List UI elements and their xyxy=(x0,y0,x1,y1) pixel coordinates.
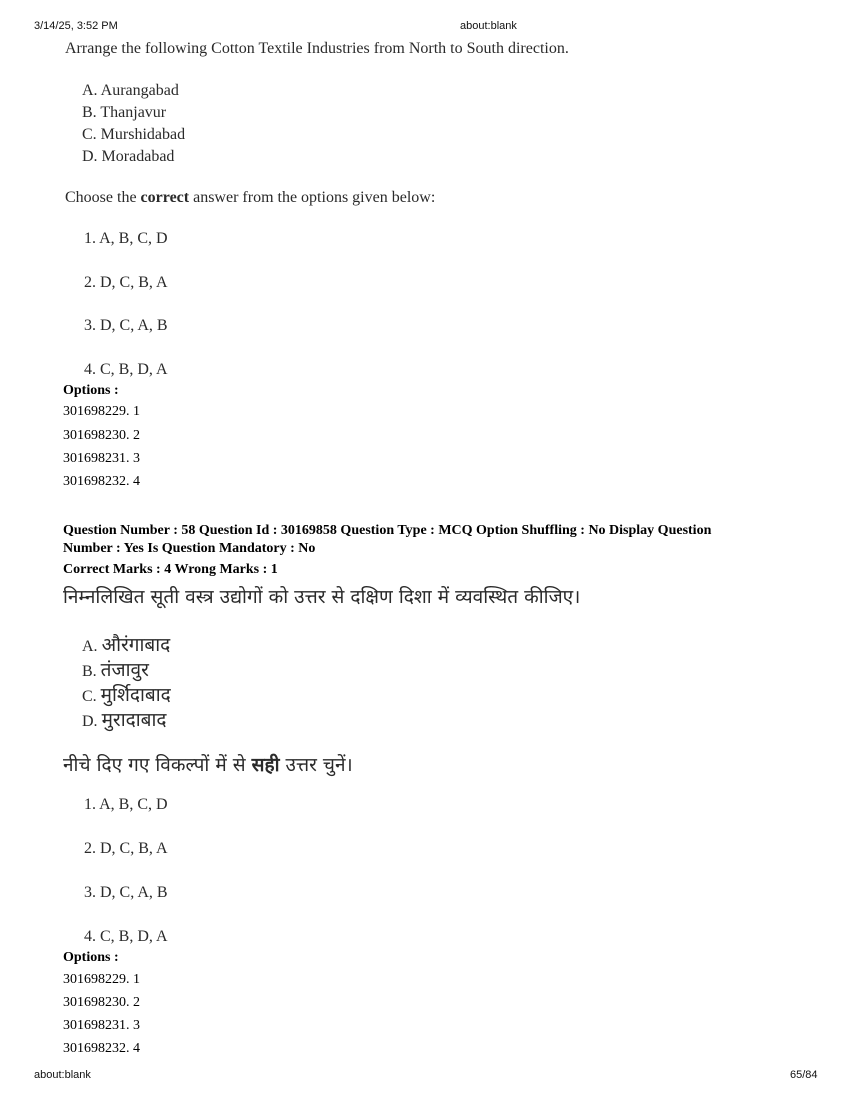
page-counter: 65/84 xyxy=(790,1069,818,1081)
instruction-emphasis: correct xyxy=(140,189,190,206)
choice-item: 4. C, B, D, A xyxy=(84,361,168,378)
meta-line: Question Number : 58 Question Id : 30169858 Question Type : MCQ Option Shuffling : No Display Question xyxy=(63,523,712,538)
choice-item: 3. D, C, A, B xyxy=(84,317,168,334)
choice-item: 2. D, C, B, A xyxy=(84,840,168,857)
choice-item: 2. D, C, B, A xyxy=(84,274,168,291)
list-item: A. Aurangabad xyxy=(82,82,179,99)
instruction-text: उत्तर चुनें। xyxy=(279,754,353,776)
instruction-emphasis: सही xyxy=(251,754,280,776)
list-item: B. Thanjavur xyxy=(82,104,167,121)
item-prefix: D. xyxy=(82,713,98,730)
options-label: Options : xyxy=(63,383,119,398)
list-item xyxy=(82,681,171,707)
list-item xyxy=(82,656,149,682)
item-text: मुर्शिदाबाद xyxy=(100,684,171,706)
question-stem-en: Arrange the following Cotton Textile Industries from North to South direction. xyxy=(65,40,569,57)
item-prefix: A. xyxy=(82,638,98,655)
item-text: औरंगाबाद xyxy=(101,634,171,656)
option-id: 301698232. 4 xyxy=(63,474,140,489)
question-stem-hi: निम्नलिखित सूती वस्त्र उद्योगों को उत्तर से दक्षिण दिशा में व्यवस्थित कीजिए। xyxy=(63,586,581,608)
options-label: Options : xyxy=(63,950,119,965)
list-item xyxy=(82,631,170,657)
instruction-en xyxy=(65,189,435,207)
choice-item: 1. A, B, C, D xyxy=(84,796,168,813)
print-url: about:blank xyxy=(460,20,517,32)
print-footer-url: about:blank xyxy=(34,1069,91,1081)
option-id: 301698231. 3 xyxy=(63,1018,140,1033)
option-id: 301698229. 1 xyxy=(63,972,140,987)
option-id: 301698232. 4 xyxy=(63,1041,140,1056)
choice-item: 3. D, C, A, B xyxy=(84,884,168,901)
choice-item: 4. C, B, D, A xyxy=(84,928,168,945)
list-item: D. Moradabad xyxy=(82,148,175,165)
item-text: तंजावुर xyxy=(100,659,149,681)
instruction-text: answer from the options given below: xyxy=(189,189,436,206)
item-text: मुरादाबाद xyxy=(101,709,167,731)
meta-line: Correct Marks : 4 Wrong Marks : 1 xyxy=(63,562,278,577)
option-id: 301698230. 2 xyxy=(63,428,140,443)
instruction-text: Choose the xyxy=(65,189,141,206)
instruction-hi xyxy=(63,751,353,777)
list-item xyxy=(82,706,167,732)
choice-item: 1. A, B, C, D xyxy=(84,230,168,247)
meta-line: Number : Yes Is Question Mandatory : No xyxy=(63,541,316,556)
option-id: 301698229. 1 xyxy=(63,404,140,419)
list-item: C. Murshidabad xyxy=(82,126,186,143)
item-prefix: C. xyxy=(82,688,97,705)
option-id: 301698231. 3 xyxy=(63,451,140,466)
instruction-text: नीचे दिए गए विकल्पों में से xyxy=(63,754,252,776)
item-prefix: B. xyxy=(82,663,97,680)
print-datetime: 3/14/25, 3:52 PM xyxy=(34,20,118,32)
option-id: 301698230. 2 xyxy=(63,995,140,1010)
